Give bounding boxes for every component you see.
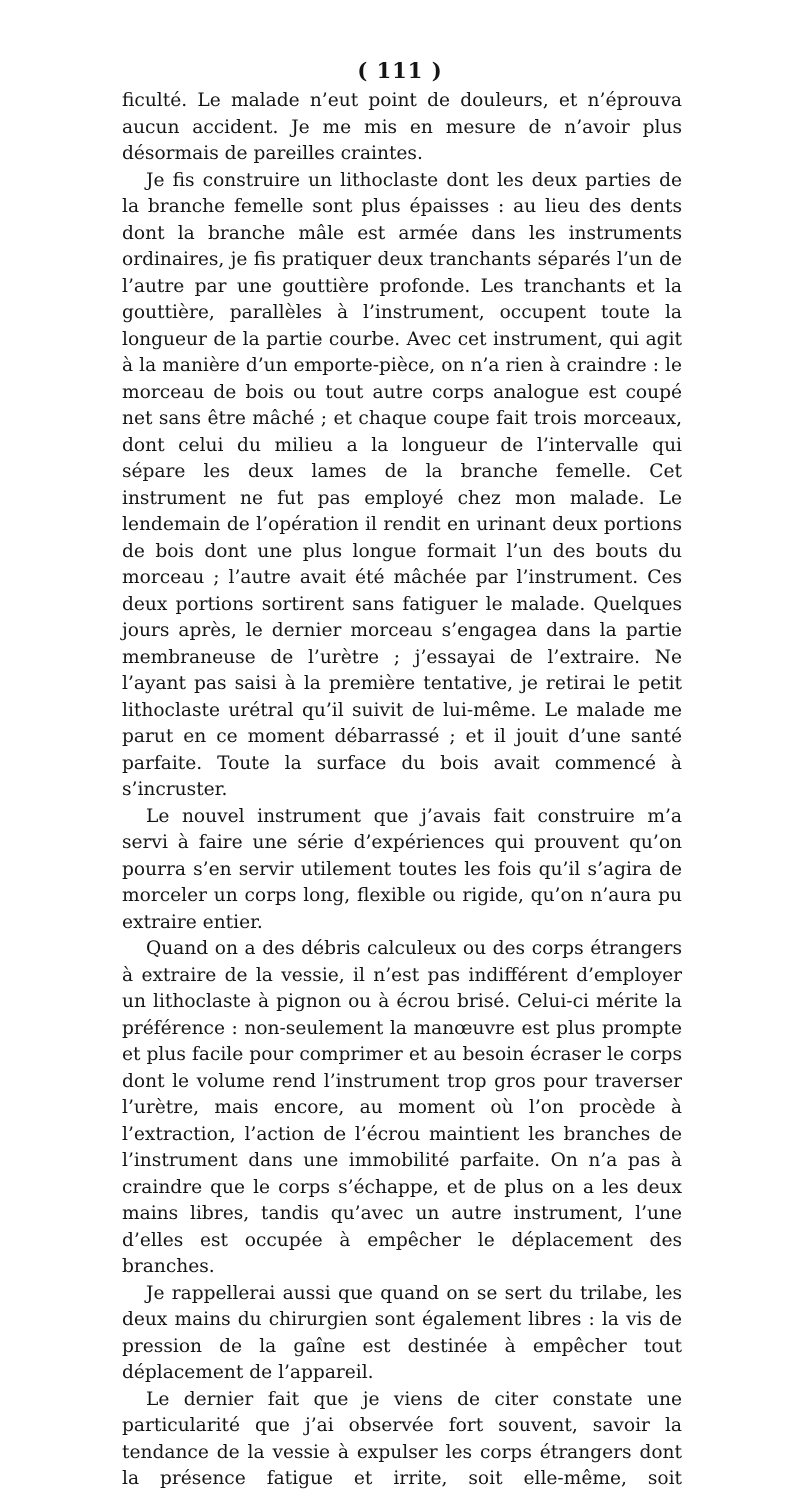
paragraph-4: Quand on a des débris calculeux ou des corps étrangers à extraire de la vessie, il n’est pas indifférent d’employer un lithoclaste à pignon ou à écrou brisé. Celui-ci mérite la préférence : non-seulement la manœuvre est plus prompte et plus facile pour comprimer et au besoin écraser le corps dont le volume rend l’instrument trop gros pour traverser l’urètre, mais encore, au moment où l’on procède à l’extraction, l’action de l’écrou maintient les branches de l’instrument dans une immobilité parfaite. On n’a pas à craindre que le corps s’échappe, et de plus on a les deux mains libres, tandis qu’avec un autre instrument, l’une d’elles est occupée à empêcher le déplacement des branches. xyxy=(122,938,682,1277)
paragraph-5: Je rappellerai aussi que quand on se sert du trilabe, les deux mains du chirurgien sont également libres : la vis de pression de la gaîne est destinée à empêcher tout déplacement de l’appareil. xyxy=(122,1282,682,1383)
page-number: ( 111 ) xyxy=(357,58,443,83)
body-text xyxy=(122,88,682,1493)
paragraph-3: Le nouvel instrument que j’avais fait construire m’a servi à faire une série d’expériences qui prouvent qu’on pourra s’en servir utilement toutes les fois qu’il s’agira de morceler un corps long, flexible ou rigide, qu’on n’aura pu extraire entier. xyxy=(122,805,682,933)
paragraph-2: Je fis construire un lithoclaste dont les deux parties de la branche femelle sont plus épaisses : au lieu des dents dont la branche mâle est armée dans les instruments ordinaires, je fis pratiquer deux tranchants séparés l’un de l’autre par une gouttière profonde. Les tranchants et la gouttière, parallèles à l’instrument, occupent toute la longueur de la partie courbe. Avec cet instrument, qui agit à la manière d’un emporte-pièce, on n’a rien à craindre : le morceau de bois ou tout autre corps analogue est coupé net sans être mâché ; et chaque coupe fait trois morceaux, dont celui du milieu a la longueur de l’intervalle qui sépare les deux lames de la branche femelle. Cet instrument ne fut pas employé chez mon malade. Le lendemain de l’opération il rendit en urinant deux portions de bois dont une plus longue formait l’un des bouts du morceau ; l’autre avait été mâchée par l’instrument. Ces deux portions sortirent sans fatiguer le malade. Quelques jours après, le dernier morceau s’engagea dans la partie membraneuse de l’urètre ; j’essayai de l’extraire. Ne l’ayant pas saisi à la première tentative, je retirai le petit lithoclaste urétral qu’il suivit de lui-même. Le malade me parut en ce moment débarrassé ; et il jouit d’une santé parfaite. Toute la surface du bois avait commencé à s’incruster. xyxy=(122,169,682,800)
paragraph-1: ficulté. Le malade n’eut point de douleurs, et n’éprouva aucun accident. Je me mis en mesure de n’avoir plus désormais de pareilles craintes. xyxy=(122,90,682,164)
paragraph-6: Le dernier fait que je viens de citer constate une particularité que j’ai observée fort souvent, savoir la tendance de la vessie à expulser les corps étrangers dont la présence fatigue et irrite, soit elle-même, soit xyxy=(122,1388,682,1489)
